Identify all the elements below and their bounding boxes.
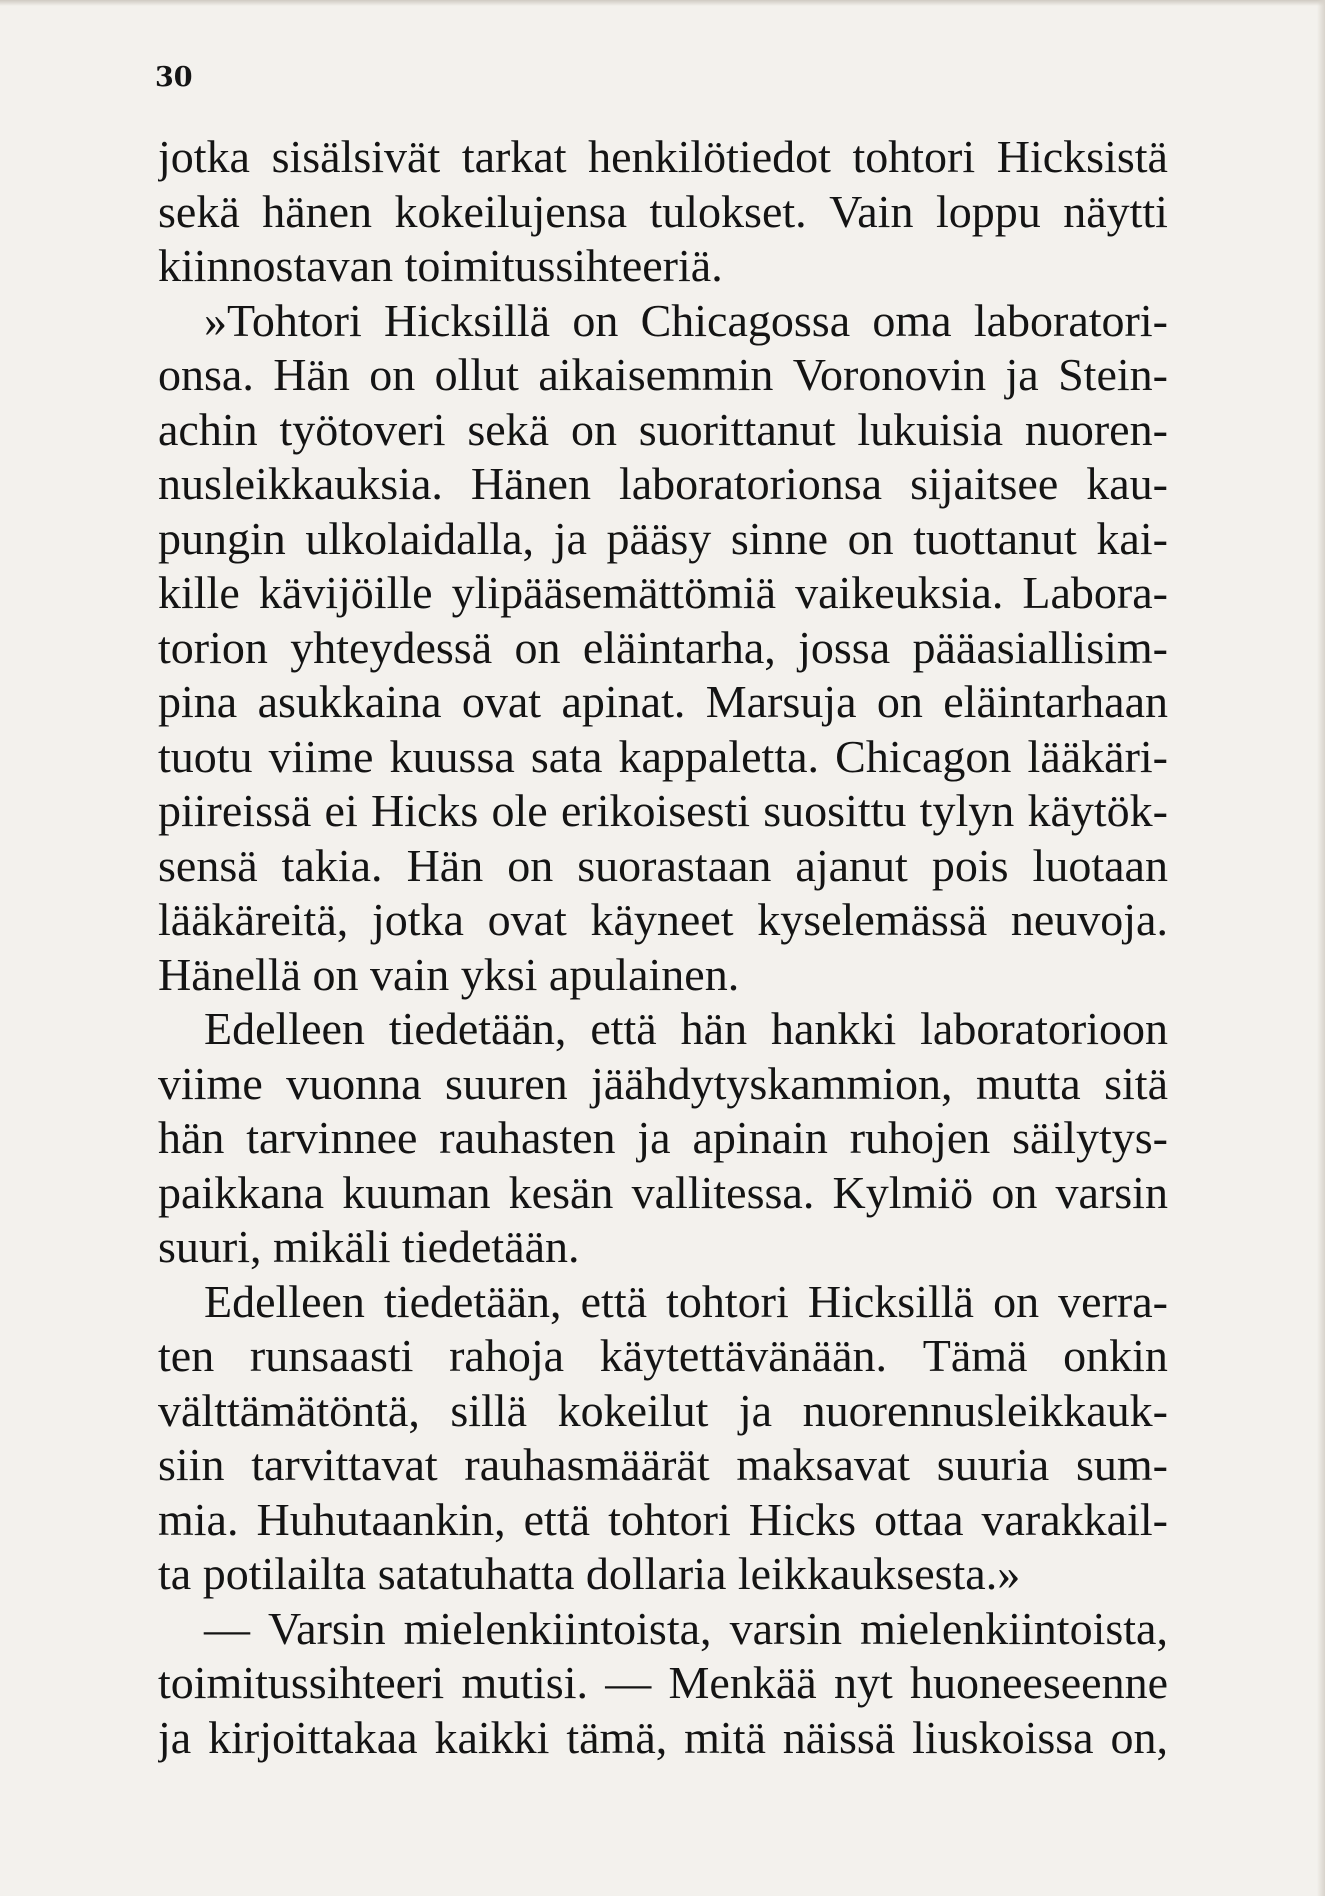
text-line: sensä takia. Hän on suorastaan ajanut pois luotaan: [158, 839, 1168, 891]
text-line: ja kirjoittakaa kaikki tämä, mitä näissä liuskoissa on,: [158, 1711, 1168, 1763]
text-line: pina asukkaina ovat apinat. Marsuja on eläintarhaan: [158, 676, 1168, 727]
text-line: tuotu viime kuussa sata kappaletta. Chicagon lääkäri-: [158, 730, 1168, 782]
text-line: onsa. Hän on ollut aikaisemmin Voronovin ja Stein-: [158, 349, 1168, 400]
text-line: mia. Huhutaankin, että tohtori Hicks ottaa varakkail-: [158, 1493, 1168, 1545]
page-edge-right: [1317, 0, 1325, 1896]
text-line: siin tarvittavat rauhasmäärät maksavat suuria sum-: [158, 1439, 1168, 1490]
text-line: lääkäreitä, jotka ovat käyneet kyselemässä neuvoja.: [158, 894, 1168, 945]
text-line: suuri, mikäli tiedetään.: [158, 1221, 580, 1272]
text-line: hän tarvinnee rauhasten ja apinain ruhojen säilytys-: [158, 1112, 1168, 1163]
text-line: kille kävijöille ylipääsemättömiä vaikeuksia. Labora-: [158, 567, 1168, 618]
page-edge-top: [0, 0, 1325, 6]
text-line: ten runsaasti rahoja käytettävänään. Tämä onkin: [158, 1330, 1168, 1381]
text-line: ta potilailta satatuhatta dollaria leikkauksesta.»: [158, 1548, 1021, 1599]
text-line: toimitussihteeri mutisi. — Menkää nyt huoneeseenne: [158, 1657, 1168, 1708]
text-line: »Tohtori Hicksillä on Chicagossa oma laboratori-: [204, 294, 1168, 346]
text-line: piireissä ei Hicks ole erikoisesti suosittu tylyn käytök-: [158, 785, 1168, 836]
text-line: pungin ulkolaidalla, ja pääsy sinne on tuottanut kai-: [158, 512, 1168, 564]
text-line: paikkana kuuman kesän vallitessa. Kylmiö on varsin: [158, 1166, 1168, 1218]
text-line: kiinnostavan toimitussihteeriä.: [158, 240, 723, 291]
page-number: 30: [155, 62, 193, 93]
text-line: achin työtoveri sekä on suorittanut lukuisia nuoren-: [158, 403, 1168, 455]
text-line: välttämätöntä, sillä kokeilut ja nuorennusleikkauk-: [158, 1384, 1168, 1436]
text-line: sekä hänen kokeilujensa tulokset. Vain loppu näytti: [158, 185, 1168, 237]
text-line: jotka sisälsivät tarkat henkilötiedot tohtori Hicksistä: [158, 131, 1168, 182]
text-line: torion yhteydessä on eläintarha, jossa pääasiallisim-: [158, 621, 1168, 673]
text-line: Edelleen tiedetään, että tohtori Hicksillä on verra-: [204, 1275, 1168, 1327]
text-line: Edelleen tiedetään, että hän hankki laboratorioon: [204, 1003, 1168, 1054]
text-line: — Varsin mielenkiintoista, varsin mielenkiintoista,: [204, 1602, 1168, 1654]
body-text: [158, 130, 1168, 1765]
text-line: Hänellä on vain yksi apulainen.: [158, 948, 740, 1000]
text-line: nusleikkauksia. Hänen laboratorionsa sijaitsee kau-: [158, 458, 1168, 509]
text-line: viime vuonna suuren jäähdytyskammion, mutta sitä: [158, 1057, 1168, 1109]
